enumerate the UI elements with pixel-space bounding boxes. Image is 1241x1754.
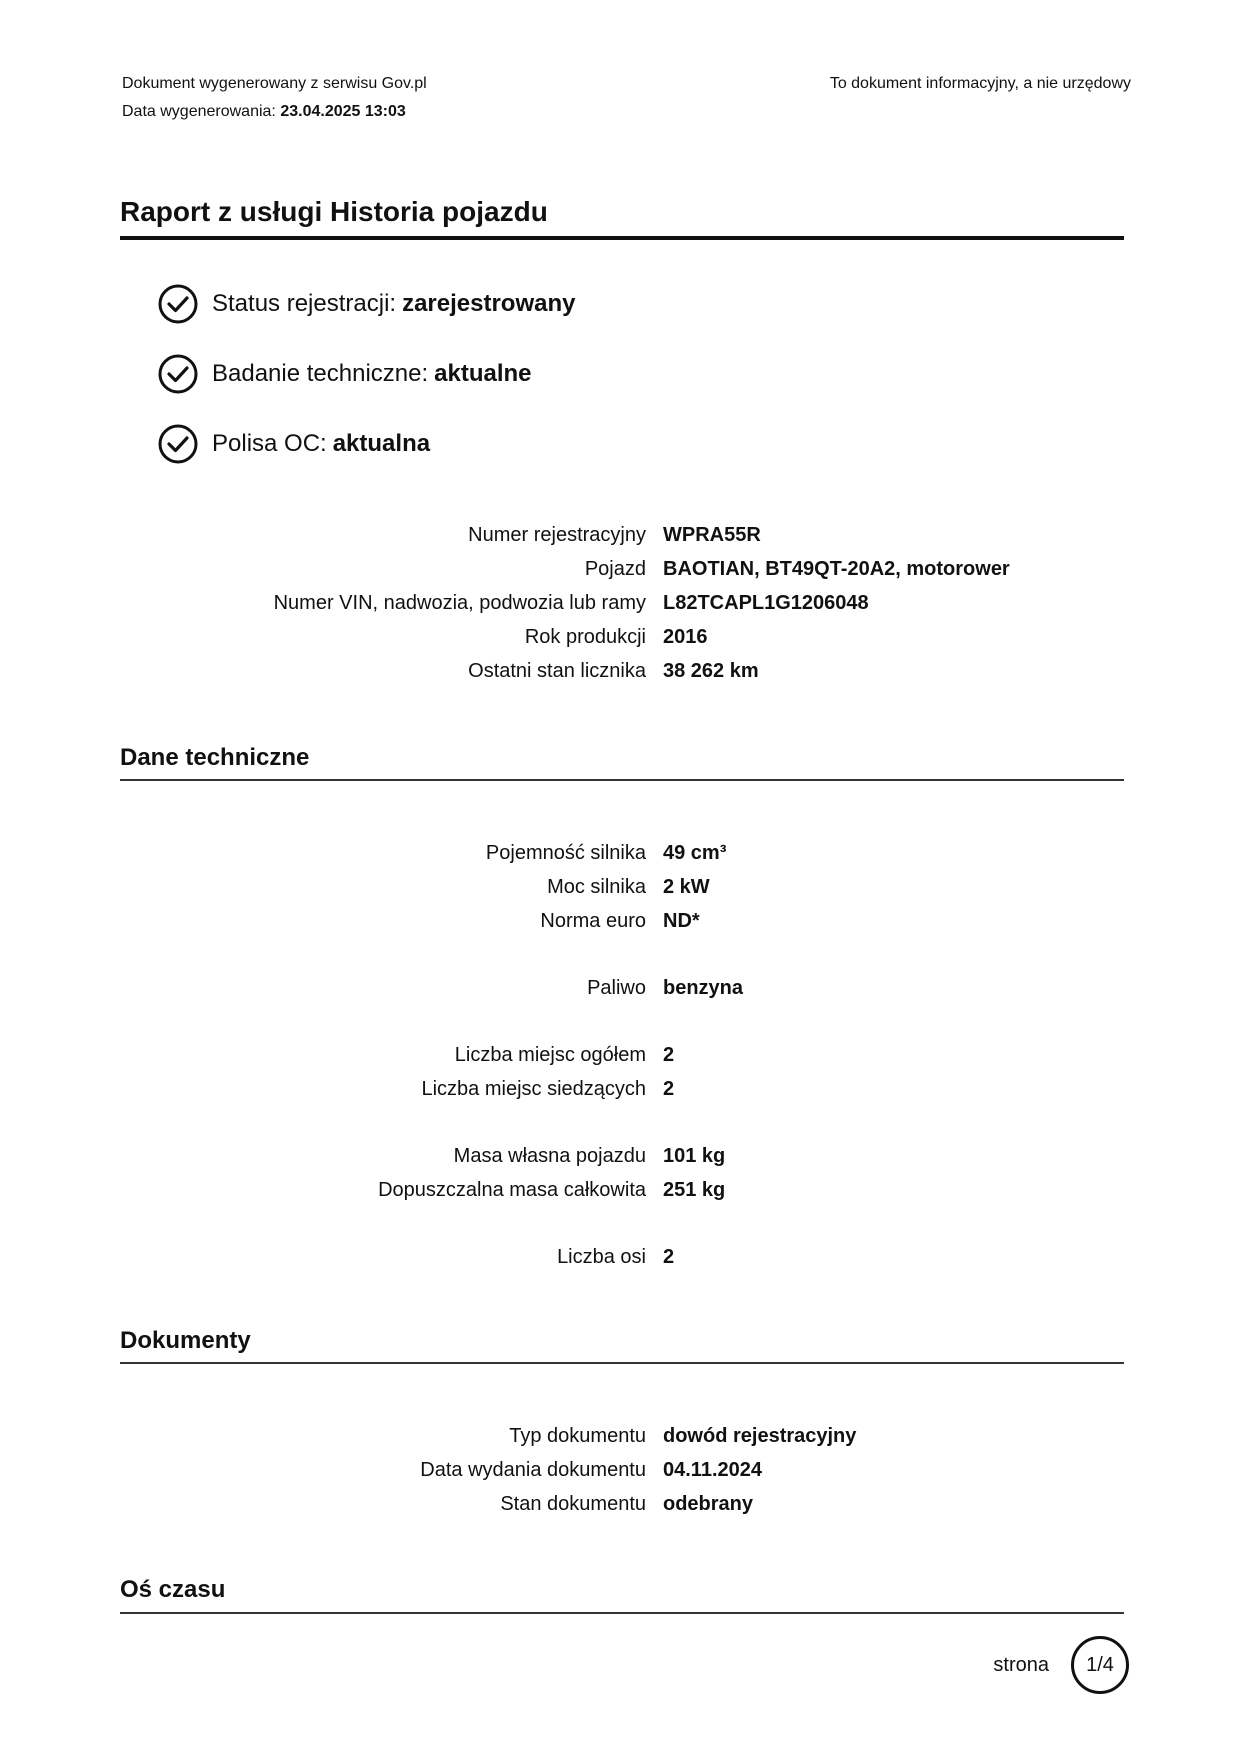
spacer [0, 938, 1241, 971]
disclaimer: To dokument informacyjny, a nie urzędowy [829, 75, 1131, 92]
detail-row [0, 586, 1241, 620]
detail-row [0, 1487, 1241, 1521]
vehicle-details [0, 518, 1241, 688]
detail-row [0, 1038, 1241, 1072]
detail-row [0, 654, 1241, 688]
document-details [0, 1419, 1241, 1521]
status-value: zarejestrowany [402, 290, 576, 317]
detail-row [0, 836, 1241, 870]
detail-key: Typ dokumentu [509, 1424, 646, 1447]
detail-key: Dopuszczalna masa całkowita [378, 1178, 646, 1201]
status-label: Badanie techniczne: [212, 360, 429, 387]
detail-value: 49 cm³ [663, 841, 727, 864]
detail-row [0, 971, 1241, 1005]
generation-date-label: Data wygenerowania: [122, 103, 276, 120]
detail-row [0, 1453, 1241, 1487]
detail-row [0, 552, 1241, 586]
status-technical-inspection [158, 352, 576, 396]
detail-row [0, 1240, 1241, 1274]
detail-value: 2 [663, 1245, 675, 1268]
status-registration [158, 282, 576, 326]
source-note: Dokument wygenerowany z serwisu Gov.pl [122, 75, 427, 92]
detail-row [0, 1072, 1241, 1106]
check-circle-icon [158, 424, 198, 464]
status-list [158, 282, 576, 492]
detail-row [0, 870, 1241, 904]
section-divider [120, 1362, 1124, 1364]
page-title: Raport z usługi Historia pojazdu [120, 196, 548, 227]
detail-value: benzyna [663, 976, 744, 999]
detail-key: Pojemność silnika [485, 841, 646, 864]
detail-value: 2 [663, 1077, 675, 1100]
status-insurance [158, 422, 576, 466]
detail-row [0, 1173, 1241, 1207]
detail-key: Liczba miejsc siedzących [421, 1077, 646, 1100]
spacer [0, 1005, 1241, 1038]
detail-row [0, 1419, 1241, 1453]
detail-row [0, 518, 1241, 552]
detail-value: ND* [663, 909, 700, 932]
generation-date-value: 23.04.2025 13:03 [280, 103, 406, 120]
check-circle-icon [158, 284, 198, 324]
detail-value: BAOTIAN, BT49QT-20A2, motorower [663, 557, 1010, 580]
document-header-left [122, 70, 427, 126]
check-circle-icon [158, 354, 198, 394]
detail-value: 38 262 km [663, 659, 759, 682]
page-label: strona [993, 1653, 1049, 1676]
title-divider [120, 236, 1124, 240]
status-label: Polisa OC: [212, 430, 327, 457]
detail-key: Paliwo [587, 976, 646, 999]
status-value: aktualna [332, 430, 431, 457]
detail-value: 04.11.2024 [663, 1458, 762, 1481]
section-divider [120, 779, 1124, 781]
detail-row [0, 620, 1241, 654]
section-title-technical: Dane techniczne [120, 744, 310, 771]
detail-value: dowód rejestracyjny [663, 1424, 857, 1447]
detail-key: Stan dokumentu [500, 1492, 646, 1515]
spacer [0, 1106, 1241, 1139]
page-footer [993, 1636, 1129, 1694]
detail-value: 251 kg [663, 1178, 726, 1201]
detail-key: Masa własna pojazdu [453, 1144, 646, 1167]
detail-value: L82TCAPL1G1206048 [663, 591, 869, 614]
generation-date [122, 98, 427, 126]
detail-key: Liczba osi [557, 1245, 646, 1268]
detail-row [0, 1139, 1241, 1173]
detail-row [0, 904, 1241, 938]
status-label: Status rejestracji: [212, 290, 397, 317]
technical-details [0, 836, 1241, 1274]
detail-value: odebrany [663, 1492, 754, 1515]
detail-value: 2 kW [663, 875, 710, 898]
page-number: 1/4 [1071, 1636, 1129, 1694]
detail-key: Pojazd [584, 557, 646, 580]
detail-key: Ostatni stan licznika [468, 659, 646, 682]
detail-value: 2 [663, 1043, 675, 1066]
detail-key: Rok produkcji [524, 625, 646, 648]
status-value: aktualne [434, 360, 532, 387]
detail-key: Moc silnika [547, 875, 646, 898]
section-title-documents: Dokumenty [120, 1327, 251, 1354]
section-title-timeline: Oś czasu [120, 1576, 226, 1603]
section-divider [120, 1612, 1124, 1614]
detail-key: Numer VIN, nadwozia, podwozia lub ramy [273, 591, 646, 614]
detail-value: WPRA55R [663, 523, 761, 546]
detail-key: Data wydania dokumentu [420, 1458, 646, 1481]
detail-key: Norma euro [540, 909, 646, 932]
detail-value: 101 kg [663, 1144, 726, 1167]
detail-key: Liczba miejsc ogółem [454, 1043, 646, 1066]
detail-value: 2016 [663, 625, 708, 648]
spacer [0, 1207, 1241, 1240]
detail-key: Numer rejestracyjny [468, 523, 646, 546]
